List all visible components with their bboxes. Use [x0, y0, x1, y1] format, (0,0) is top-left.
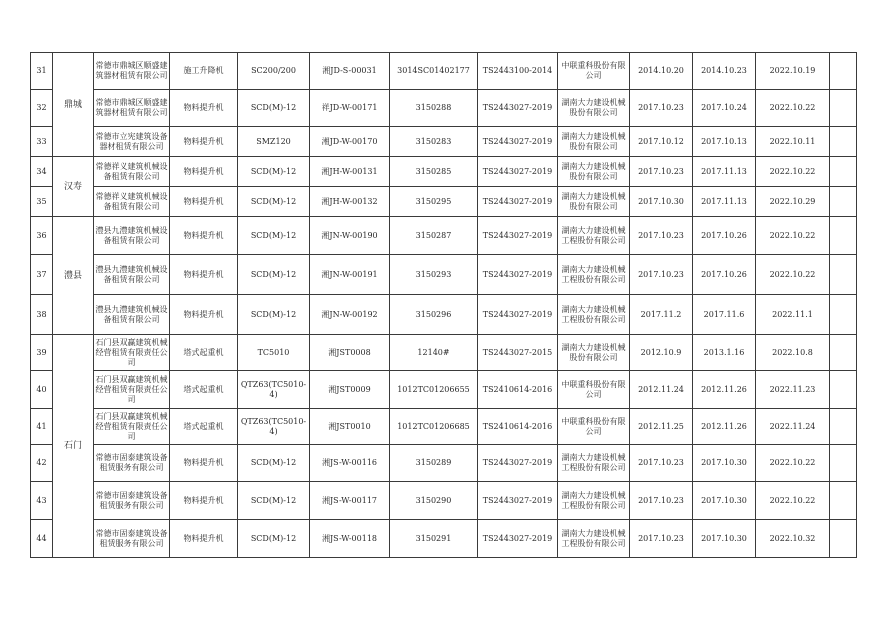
row-number-cell: 40	[31, 371, 53, 409]
manufacturer-cell: 湖南大力建设机械工程股份有限公司	[558, 255, 630, 295]
registration-date-cell: 2012.11.26	[693, 371, 756, 409]
registration-number-cell: 湘JST0008	[310, 335, 390, 371]
company-cell: 常德市立宪建筑设备器材租赁有限公司	[94, 127, 170, 157]
company-cell: 常德市鼎城区顺盛建筑器材租赁有限公司	[94, 90, 170, 127]
manufacture-date-cell: 2017.10.23	[630, 255, 693, 295]
expiry-date-cell: 2022.11.24	[756, 409, 830, 445]
manufacture-date-cell: 2012.10.9	[630, 335, 693, 371]
registration-number-cell: 湘JST0009	[310, 371, 390, 409]
model-cell: SCD(M)-12	[238, 90, 310, 127]
table-row	[31, 295, 857, 335]
serial-number-cell: 3014SC01402177	[390, 53, 478, 90]
manufacturer-cell: 中联重科股份有限公司	[558, 409, 630, 445]
manufacturer-cell: 湖南大力建设机械股份有限公司	[558, 127, 630, 157]
company-cell: 石门县双赢建筑机械经营租赁有限责任公司	[94, 409, 170, 445]
serial-number-cell: 3150296	[390, 295, 478, 335]
manufacture-date-cell: 2017.11.2	[630, 295, 693, 335]
company-cell: 石门县双赢建筑机械经营租赁有限责任公司	[94, 335, 170, 371]
license-number-cell: TS2443027-2019	[478, 127, 558, 157]
expiry-date-cell: 2022.10.22	[756, 482, 830, 520]
equipment-type-cell: 物料提升机	[170, 157, 238, 187]
registration-date-cell: 2017.11.13	[693, 187, 756, 217]
model-cell: SCD(M)-12	[238, 255, 310, 295]
registration-date-cell: 2017.10.13	[693, 127, 756, 157]
registration-number-cell: 湘JD-W-00170	[310, 127, 390, 157]
registration-number-cell: 湘JN-W-00190	[310, 217, 390, 255]
manufacture-date-cell: 2017.10.12	[630, 127, 693, 157]
manufacture-date-cell: 2017.10.23	[630, 217, 693, 255]
empty-cell	[830, 335, 857, 371]
company-cell: 澧县九澧建筑机械设备租赁有限公司	[94, 255, 170, 295]
registration-number-cell: 湘JS-W-00118	[310, 520, 390, 558]
model-cell: SCD(M)-12	[238, 187, 310, 217]
table-row	[31, 187, 857, 217]
region-cell: 石门	[53, 335, 94, 558]
empty-cell	[830, 295, 857, 335]
model-cell: SC200/200	[238, 53, 310, 90]
manufacturer-cell: 湖南大力建设机械工程股份有限公司	[558, 295, 630, 335]
company-cell: 常德祥义建筑机械设备租赁有限公司	[94, 157, 170, 187]
equipment-type-cell: 物料提升机	[170, 255, 238, 295]
manufacture-date-cell: 2017.10.23	[630, 520, 693, 558]
table-row	[31, 157, 857, 187]
table-row	[31, 217, 857, 255]
table-row	[31, 255, 857, 295]
row-number-cell: 37	[31, 255, 53, 295]
expiry-date-cell: 2022.10.29	[756, 187, 830, 217]
row-number-cell: 35	[31, 187, 53, 217]
company-cell: 常德市鼎城区顺盛建筑器材租赁有限公司	[94, 53, 170, 90]
serial-number-cell: 1012TC01206685	[390, 409, 478, 445]
registration-number-cell: 湘JS-W-00116	[310, 445, 390, 482]
registration-date-cell: 2017.10.30	[693, 520, 756, 558]
table-row	[31, 90, 857, 127]
manufacturer-cell: 湖南大力建设机械股份有限公司	[558, 335, 630, 371]
equipment-type-cell: 塔式起重机	[170, 371, 238, 409]
expiry-date-cell: 2022.10.22	[756, 445, 830, 482]
serial-number-cell: 3150293	[390, 255, 478, 295]
equipment-type-cell: 物料提升机	[170, 127, 238, 157]
equipment-type-cell: 物料提升机	[170, 90, 238, 127]
model-cell: QTZ63(TC5010-4)	[238, 371, 310, 409]
table-row	[31, 445, 857, 482]
company-cell: 常德市固泰建筑设备租赁服务有限公司	[94, 445, 170, 482]
equipment-type-cell: 物料提升机	[170, 482, 238, 520]
registration-date-cell: 2013.1.16	[693, 335, 756, 371]
license-number-cell: TS2443027-2019	[478, 255, 558, 295]
license-number-cell: TS2443027-2019	[478, 90, 558, 127]
registration-number-cell: 湘JH-W-00131	[310, 157, 390, 187]
license-number-cell: TS2443027-2019	[478, 482, 558, 520]
manufacturer-cell: 湖南大力建设机械工程股份有限公司	[558, 217, 630, 255]
region-cell: 汉寿	[53, 157, 94, 217]
table-body	[31, 53, 857, 558]
serial-number-cell: 3150287	[390, 217, 478, 255]
license-number-cell: TS2443027-2019	[478, 295, 558, 335]
row-number-cell: 44	[31, 520, 53, 558]
empty-cell	[830, 409, 857, 445]
company-cell: 常德市固泰建筑设备租赁服务有限公司	[94, 482, 170, 520]
row-number-cell: 31	[31, 53, 53, 90]
manufacture-date-cell: 2017.10.30	[630, 187, 693, 217]
model-cell: TC5010	[238, 335, 310, 371]
serial-number-cell: 12140#	[390, 335, 478, 371]
empty-cell	[830, 371, 857, 409]
model-cell: SCD(M)-12	[238, 445, 310, 482]
registration-number-cell: 湘JN-W-00191	[310, 255, 390, 295]
equipment-type-cell: 物料提升机	[170, 520, 238, 558]
serial-number-cell: 3150288	[390, 90, 478, 127]
row-number-cell: 33	[31, 127, 53, 157]
serial-number-cell: 3150285	[390, 157, 478, 187]
serial-number-cell: 3150289	[390, 445, 478, 482]
table-row	[31, 127, 857, 157]
table-row	[31, 520, 857, 558]
empty-cell	[830, 53, 857, 90]
serial-number-cell: 3150291	[390, 520, 478, 558]
registration-number-cell: 湘JD-S-00031	[310, 53, 390, 90]
model-cell: SCD(M)-12	[238, 520, 310, 558]
manufacture-date-cell: 2012.11.24	[630, 371, 693, 409]
registration-date-cell: 2017.10.30	[693, 482, 756, 520]
row-number-cell: 39	[31, 335, 53, 371]
company-cell: 澧县九澧建筑机械设备租赁有限公司	[94, 217, 170, 255]
expiry-date-cell: 2022.11.23	[756, 371, 830, 409]
license-number-cell: TS2410614-2016	[478, 409, 558, 445]
license-number-cell: TS2443027-2019	[478, 157, 558, 187]
equipment-type-cell: 施工升降机	[170, 53, 238, 90]
registration-number-cell: 湘JH-W-00132	[310, 187, 390, 217]
expiry-date-cell: 2022.10.22	[756, 157, 830, 187]
expiry-date-cell: 2022.11.1	[756, 295, 830, 335]
registration-date-cell: 2017.10.26	[693, 255, 756, 295]
manufacturer-cell: 湖南大力建设机械工程股份有限公司	[558, 520, 630, 558]
table-row	[31, 371, 857, 409]
license-number-cell: TS2443027-2015	[478, 335, 558, 371]
row-number-cell: 36	[31, 217, 53, 255]
registration-date-cell: 2012.11.26	[693, 409, 756, 445]
expiry-date-cell: 2022.10.11	[756, 127, 830, 157]
model-cell: SCD(M)-12	[238, 295, 310, 335]
equipment-type-cell: 物料提升机	[170, 217, 238, 255]
manufacture-date-cell: 2017.10.23	[630, 90, 693, 127]
equipment-type-cell: 物料提升机	[170, 445, 238, 482]
manufacture-date-cell: 2017.10.23	[630, 157, 693, 187]
license-number-cell: TS2443027-2019	[478, 187, 558, 217]
serial-number-cell: 3150295	[390, 187, 478, 217]
company-cell: 石门县双赢建筑机械经营租赁有限责任公司	[94, 371, 170, 409]
model-cell: SMZ120	[238, 127, 310, 157]
row-number-cell: 32	[31, 90, 53, 127]
expiry-date-cell: 2022.10.22	[756, 90, 830, 127]
row-number-cell: 34	[31, 157, 53, 187]
row-number-cell: 41	[31, 409, 53, 445]
registration-date-cell: 2017.10.26	[693, 217, 756, 255]
license-number-cell: TS2443100-2014	[478, 53, 558, 90]
manufacturer-cell: 中联重科股份有限公司	[558, 53, 630, 90]
manufacture-date-cell: 2014.10.20	[630, 53, 693, 90]
manufacturer-cell: 湖南大力建设机械工程股份有限公司	[558, 445, 630, 482]
manufacturer-cell: 湖南大力建设机械股份有限公司	[558, 157, 630, 187]
empty-cell	[830, 217, 857, 255]
equipment-type-cell: 塔式起重机	[170, 335, 238, 371]
expiry-date-cell: 2022.10.8	[756, 335, 830, 371]
region-cell: 澧县	[53, 217, 94, 335]
model-cell: SCD(M)-12	[238, 217, 310, 255]
manufacture-date-cell: 2012.11.25	[630, 409, 693, 445]
serial-number-cell: 1012TC01206655	[390, 371, 478, 409]
empty-cell	[830, 90, 857, 127]
license-number-cell: TS2410614-2016	[478, 371, 558, 409]
equipment-type-cell: 物料提升机	[170, 187, 238, 217]
registration-date-cell: 2014.10.23	[693, 53, 756, 90]
model-cell: SCD(M)-12	[238, 157, 310, 187]
expiry-date-cell: 2022.10.22	[756, 217, 830, 255]
company-cell: 常德祥义建筑机械设备租赁有限公司	[94, 187, 170, 217]
empty-cell	[830, 157, 857, 187]
model-cell: QTZ63(TC5010-4)	[238, 409, 310, 445]
registration-date-cell: 2017.10.30	[693, 445, 756, 482]
expiry-date-cell: 2022.10.32	[756, 520, 830, 558]
company-cell: 常德市固泰建筑设备租赁服务有限公司	[94, 520, 170, 558]
empty-cell	[830, 127, 857, 157]
empty-cell	[830, 482, 857, 520]
manufacturer-cell: 湖南大力建设机械股份有限公司	[558, 90, 630, 127]
manufacture-date-cell: 2017.10.23	[630, 445, 693, 482]
company-cell: 澧县九澧建筑机械设备租赁有限公司	[94, 295, 170, 335]
registration-date-cell: 2017.10.24	[693, 90, 756, 127]
license-number-cell: TS2443027-2019	[478, 445, 558, 482]
empty-cell	[830, 187, 857, 217]
license-number-cell: TS2443027-2019	[478, 520, 558, 558]
registration-date-cell: 2017.11.13	[693, 157, 756, 187]
equipment-table	[30, 52, 857, 558]
equipment-type-cell: 物料提升机	[170, 295, 238, 335]
registration-number-cell: 湘JST0010	[310, 409, 390, 445]
table-row	[31, 409, 857, 445]
expiry-date-cell: 2022.10.19	[756, 53, 830, 90]
model-cell: SCD(M)-12	[238, 482, 310, 520]
registration-number-cell: 湘JN-W-00192	[310, 295, 390, 335]
table-row	[31, 335, 857, 371]
manufacturer-cell: 湖南大力建设机械工程股份有限公司	[558, 482, 630, 520]
row-number-cell: 42	[31, 445, 53, 482]
table-row	[31, 53, 857, 90]
serial-number-cell: 3150283	[390, 127, 478, 157]
row-number-cell: 43	[31, 482, 53, 520]
registration-number-cell: 湘JS-W-00117	[310, 482, 390, 520]
license-number-cell: TS2443027-2019	[478, 217, 558, 255]
empty-cell	[830, 445, 857, 482]
equipment-type-cell: 塔式起重机	[170, 409, 238, 445]
manufacturer-cell: 中联重科股份有限公司	[558, 371, 630, 409]
region-cell: 鼎城	[53, 53, 94, 157]
registration-date-cell: 2017.11.6	[693, 295, 756, 335]
expiry-date-cell: 2022.10.22	[756, 255, 830, 295]
registration-number-cell: 祥JD-W-00171	[310, 90, 390, 127]
manufacturer-cell: 湖南大力建设机械股份有限公司	[558, 187, 630, 217]
row-number-cell: 38	[31, 295, 53, 335]
manufacture-date-cell: 2017.10.23	[630, 482, 693, 520]
empty-cell	[830, 255, 857, 295]
table-row	[31, 482, 857, 520]
empty-cell	[830, 520, 857, 558]
serial-number-cell: 3150290	[390, 482, 478, 520]
